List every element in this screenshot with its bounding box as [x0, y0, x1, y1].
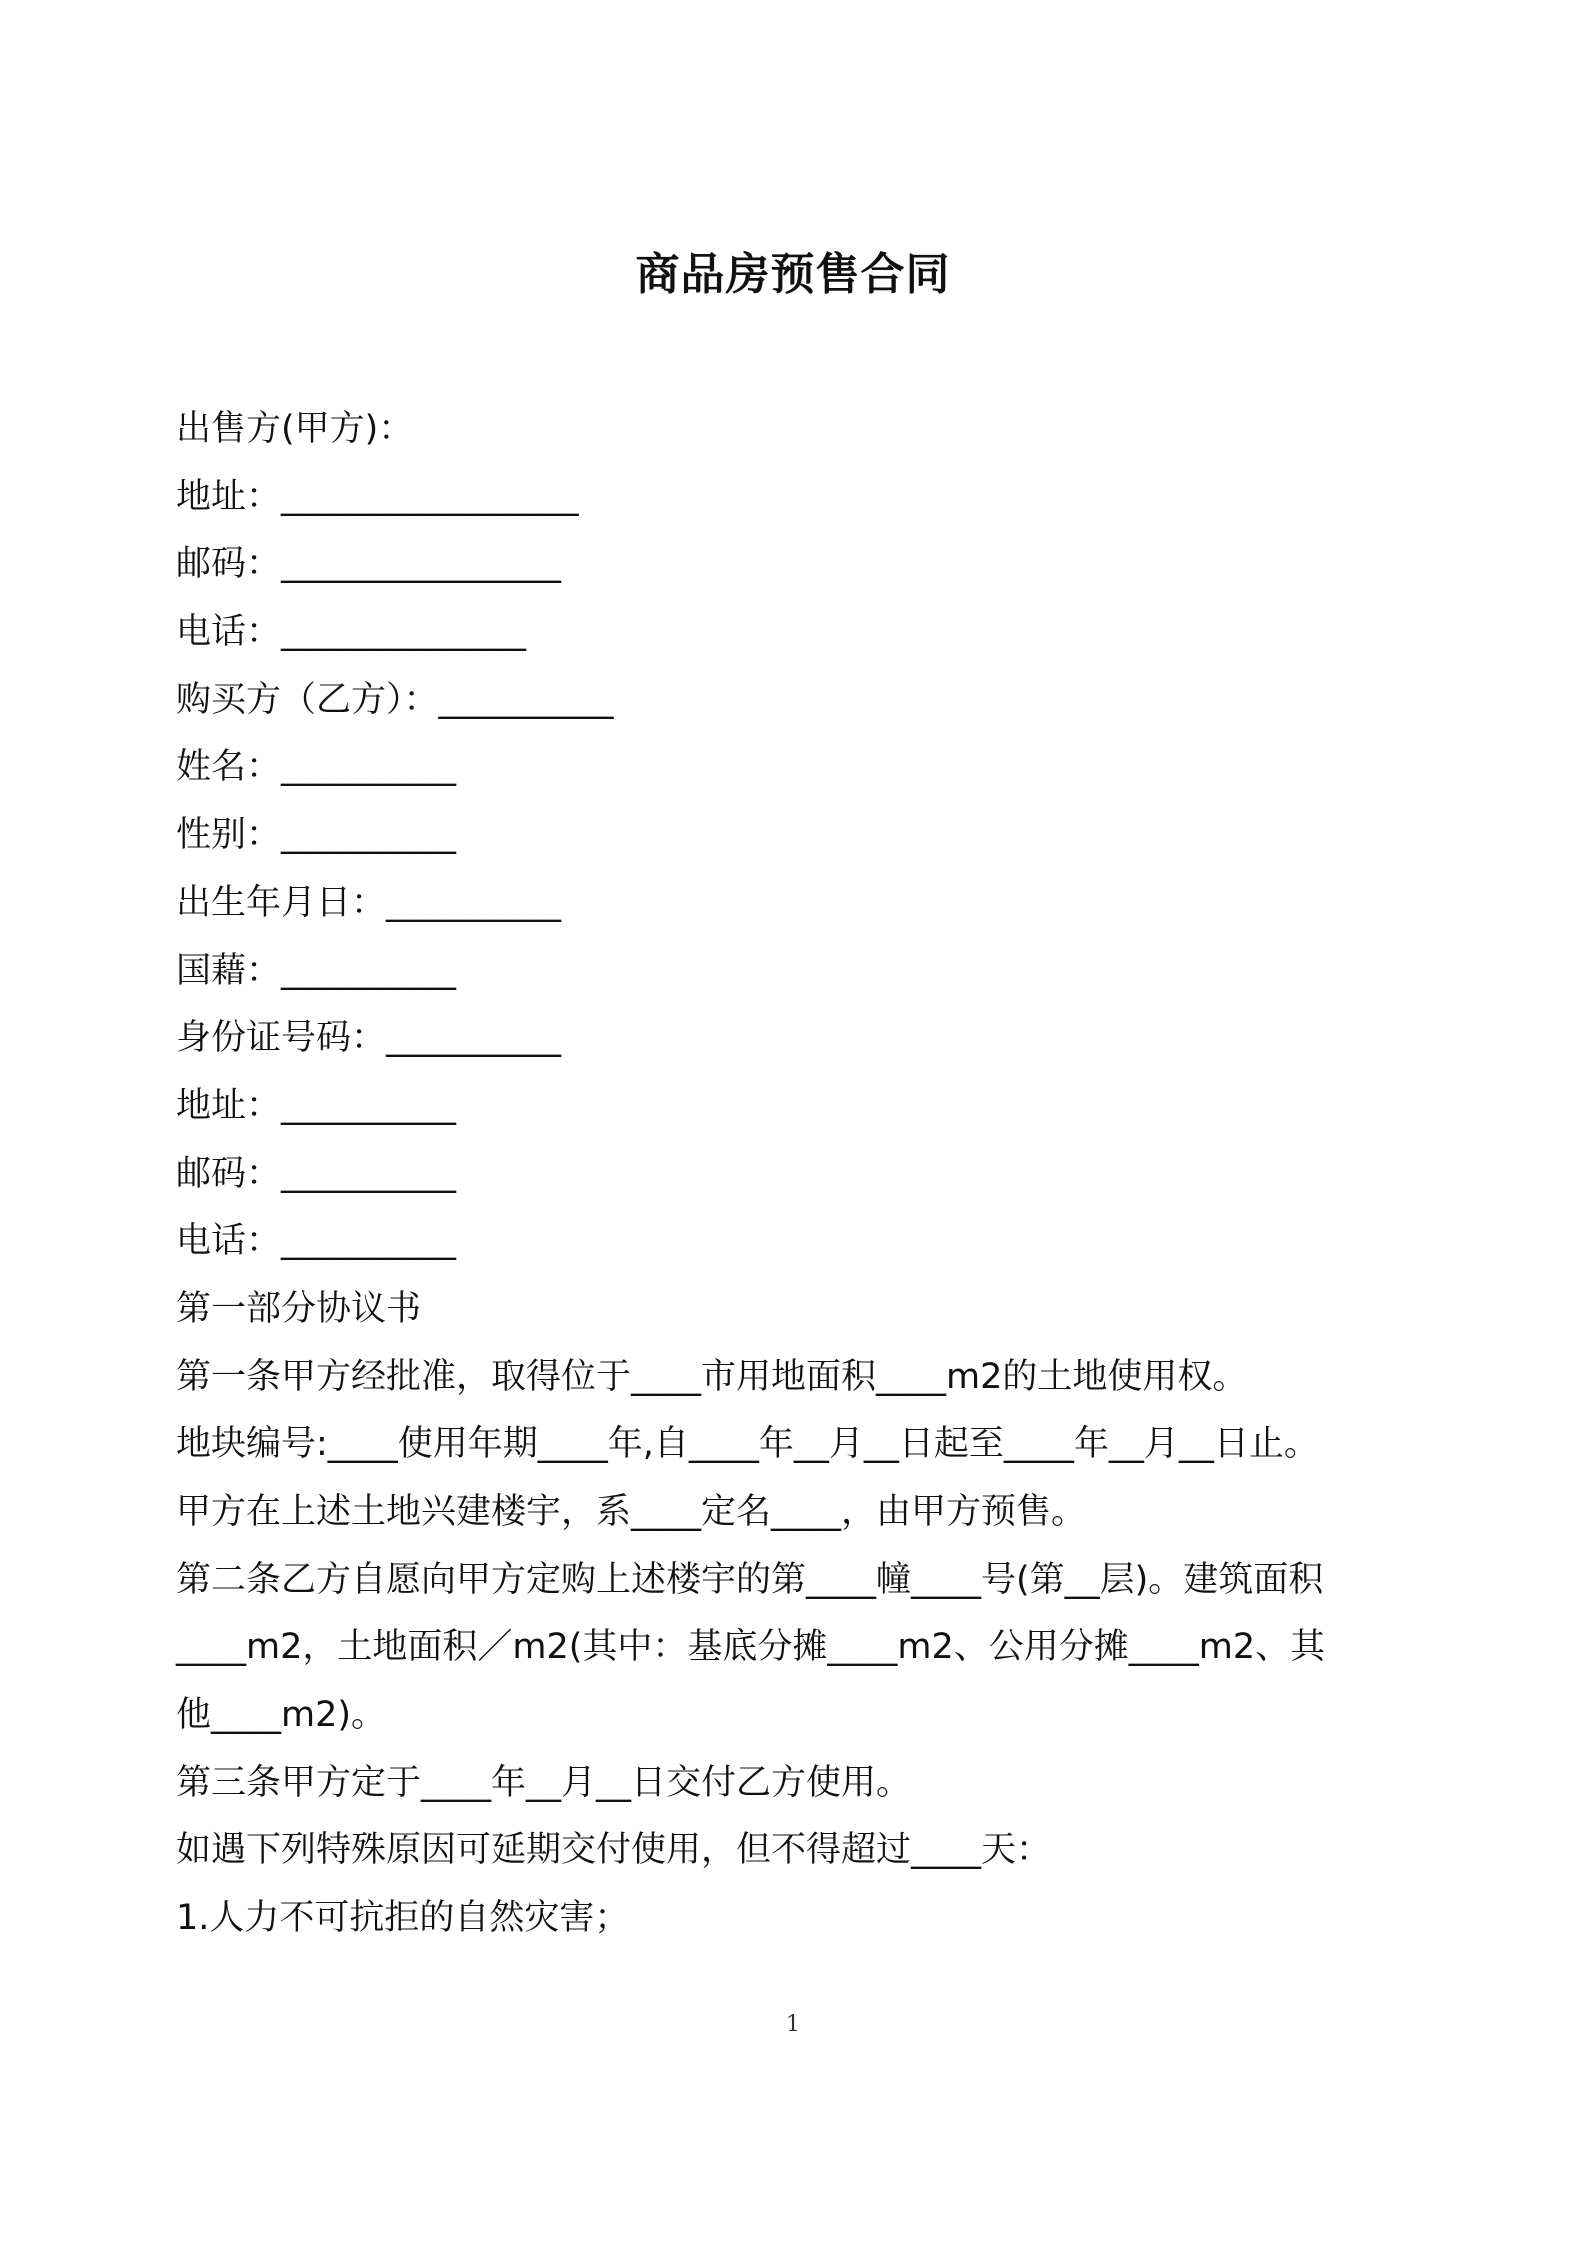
article-3-line-2: 如遇下列特殊原因可延期交付使用，但不得超过____天： — [176, 1830, 1052, 1871]
line-seller: 出售方(甲方)： — [176, 409, 414, 449]
line-buyer-postcode: 邮码：__________ — [176, 1153, 457, 1194]
line-seller-postcode: 邮码：________________ — [176, 544, 562, 585]
article-2-line-1: 第二条乙方自愿向甲方定购上述楼宇的第____幢____号(第__层)。建筑面积 — [176, 1559, 1324, 1600]
section-heading-agreement: 第一部分协议书 — [176, 1288, 422, 1329]
line-buyer-phone: 电话：__________ — [176, 1221, 457, 1262]
line-buyer-nationality: 国藉：__________ — [176, 950, 457, 991]
article-2-line-2: ____m2，土地面积／m2(其中：基底分摊____m2、公用分摊____m2、其 — [176, 1627, 1326, 1668]
line-buyer-address: 地址：__________ — [176, 1085, 457, 1126]
page-number: 1 — [786, 2012, 800, 2037]
line-seller-phone: 电话：______________ — [176, 612, 527, 653]
line-buyer-name: 姓名：__________ — [176, 747, 457, 788]
line-buyer-birthdate: 出生年月日：__________ — [176, 882, 562, 923]
article-1-line-1: 第一条甲方经批准，取得位于____市用地面积____m2的土地使用权。 — [176, 1356, 1248, 1397]
article-3-line-1: 第三条甲方定于____年__月__日交付乙方使用。 — [176, 1762, 912, 1803]
line-buyer: 购买方（乙方）：__________ — [176, 679, 614, 720]
line-seller-address: 地址：_________________ — [176, 476, 579, 517]
contract-body — [176, 396, 1476, 1953]
article-1-line-3: 甲方在上述土地兴建楼宇，系____定名____，由甲方预售。 — [176, 1492, 1087, 1532]
article-2-line-3: 他____m2)。 — [176, 1695, 387, 1736]
article-1-line-2: 地块编号:____使用年期____年,自____年__月__日起至____年__月__日止。 — [176, 1424, 1319, 1465]
line-buyer-id-number: 身份证号码：__________ — [176, 1018, 562, 1059]
line-buyer-gender: 性别：__________ — [176, 815, 457, 856]
document-title: 商品房预售合同 — [635, 249, 951, 300]
article-3-item-1: 1.人力不可抗拒的自然灾害； — [176, 1898, 630, 1939]
